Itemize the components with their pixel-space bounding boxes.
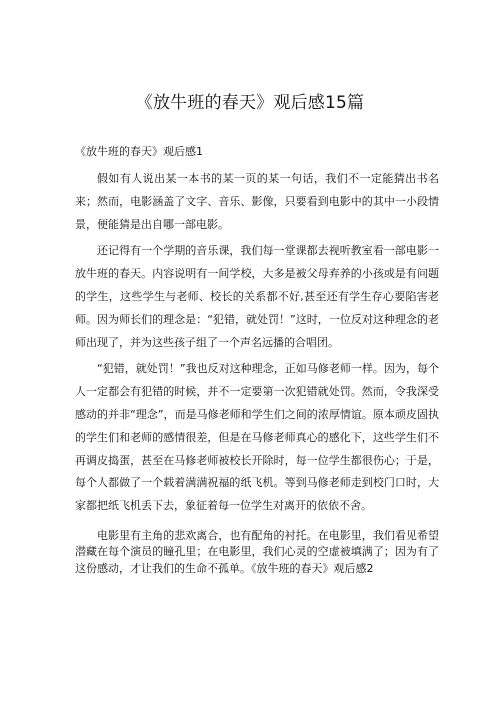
paragraph-2: 还记得有一个学期的音乐课，我们每一堂课都去视听教室看一部电影一放牛班的春天。内容说明有一间学校，大多是被父母弃养的小孩或是有问题的学生，这些学生与老师、校长的关系都不好,甚至还有学生存心要陷害老师。因为师长们的理念是：“犯错，就处罚！”这时，一位反对这种理念的老师出现了，并为这些孩子组了一个声名远播的合唱团。 xyxy=(75,244,439,349)
section-heading: 《放牛班的春天》观后感1 xyxy=(75,145,203,158)
document-body xyxy=(75,168,439,577)
paragraph-4: 电影里有主角的悲欢离合，也有配角的衬托。在电影里，我们看见希望潜藏在每个演员的瞳孔里；在电影里，我们心灵的空虚被填满了；因为有了这份感动，才让我们的生命不孤单。《放牛班的春天》观后感2 xyxy=(75,528,439,575)
paragraph-3: “犯错，就处罚！”我也反对这种理念，正如马修老师一样。因为，每个人一定都会有犯错的时候，并不一定要第一次犯错就处罚。然而，令我深受感动的并非“理念”，而是马修老师和学生们之间的浓厚情谊。原本顽皮固执的学生们和老师的感情很差，但是在马修老师真心的感化下，这些学生们不再调皮捣蛋，甚至在马修老师被校长开除时，每一位学生都很伤心；于是，每个人都做了一个载着满满祝福的纸飞机。等到马修老师走到校门口时，大家都把纸飞机丢下去，象征着每一位学生对离开的依依不舍。 xyxy=(75,362,439,513)
document-title: 《放牛班的春天》观后感15篇 xyxy=(135,93,365,113)
paragraph-1: 假如有人说出某一本书的某一页的某一句话，我们不一定能猜出书名来；然而，电影涵盖了文字、音乐、影像，只要看到电影中的其中一小段情景，便能猜是出自哪一部电影。 xyxy=(75,172,439,231)
